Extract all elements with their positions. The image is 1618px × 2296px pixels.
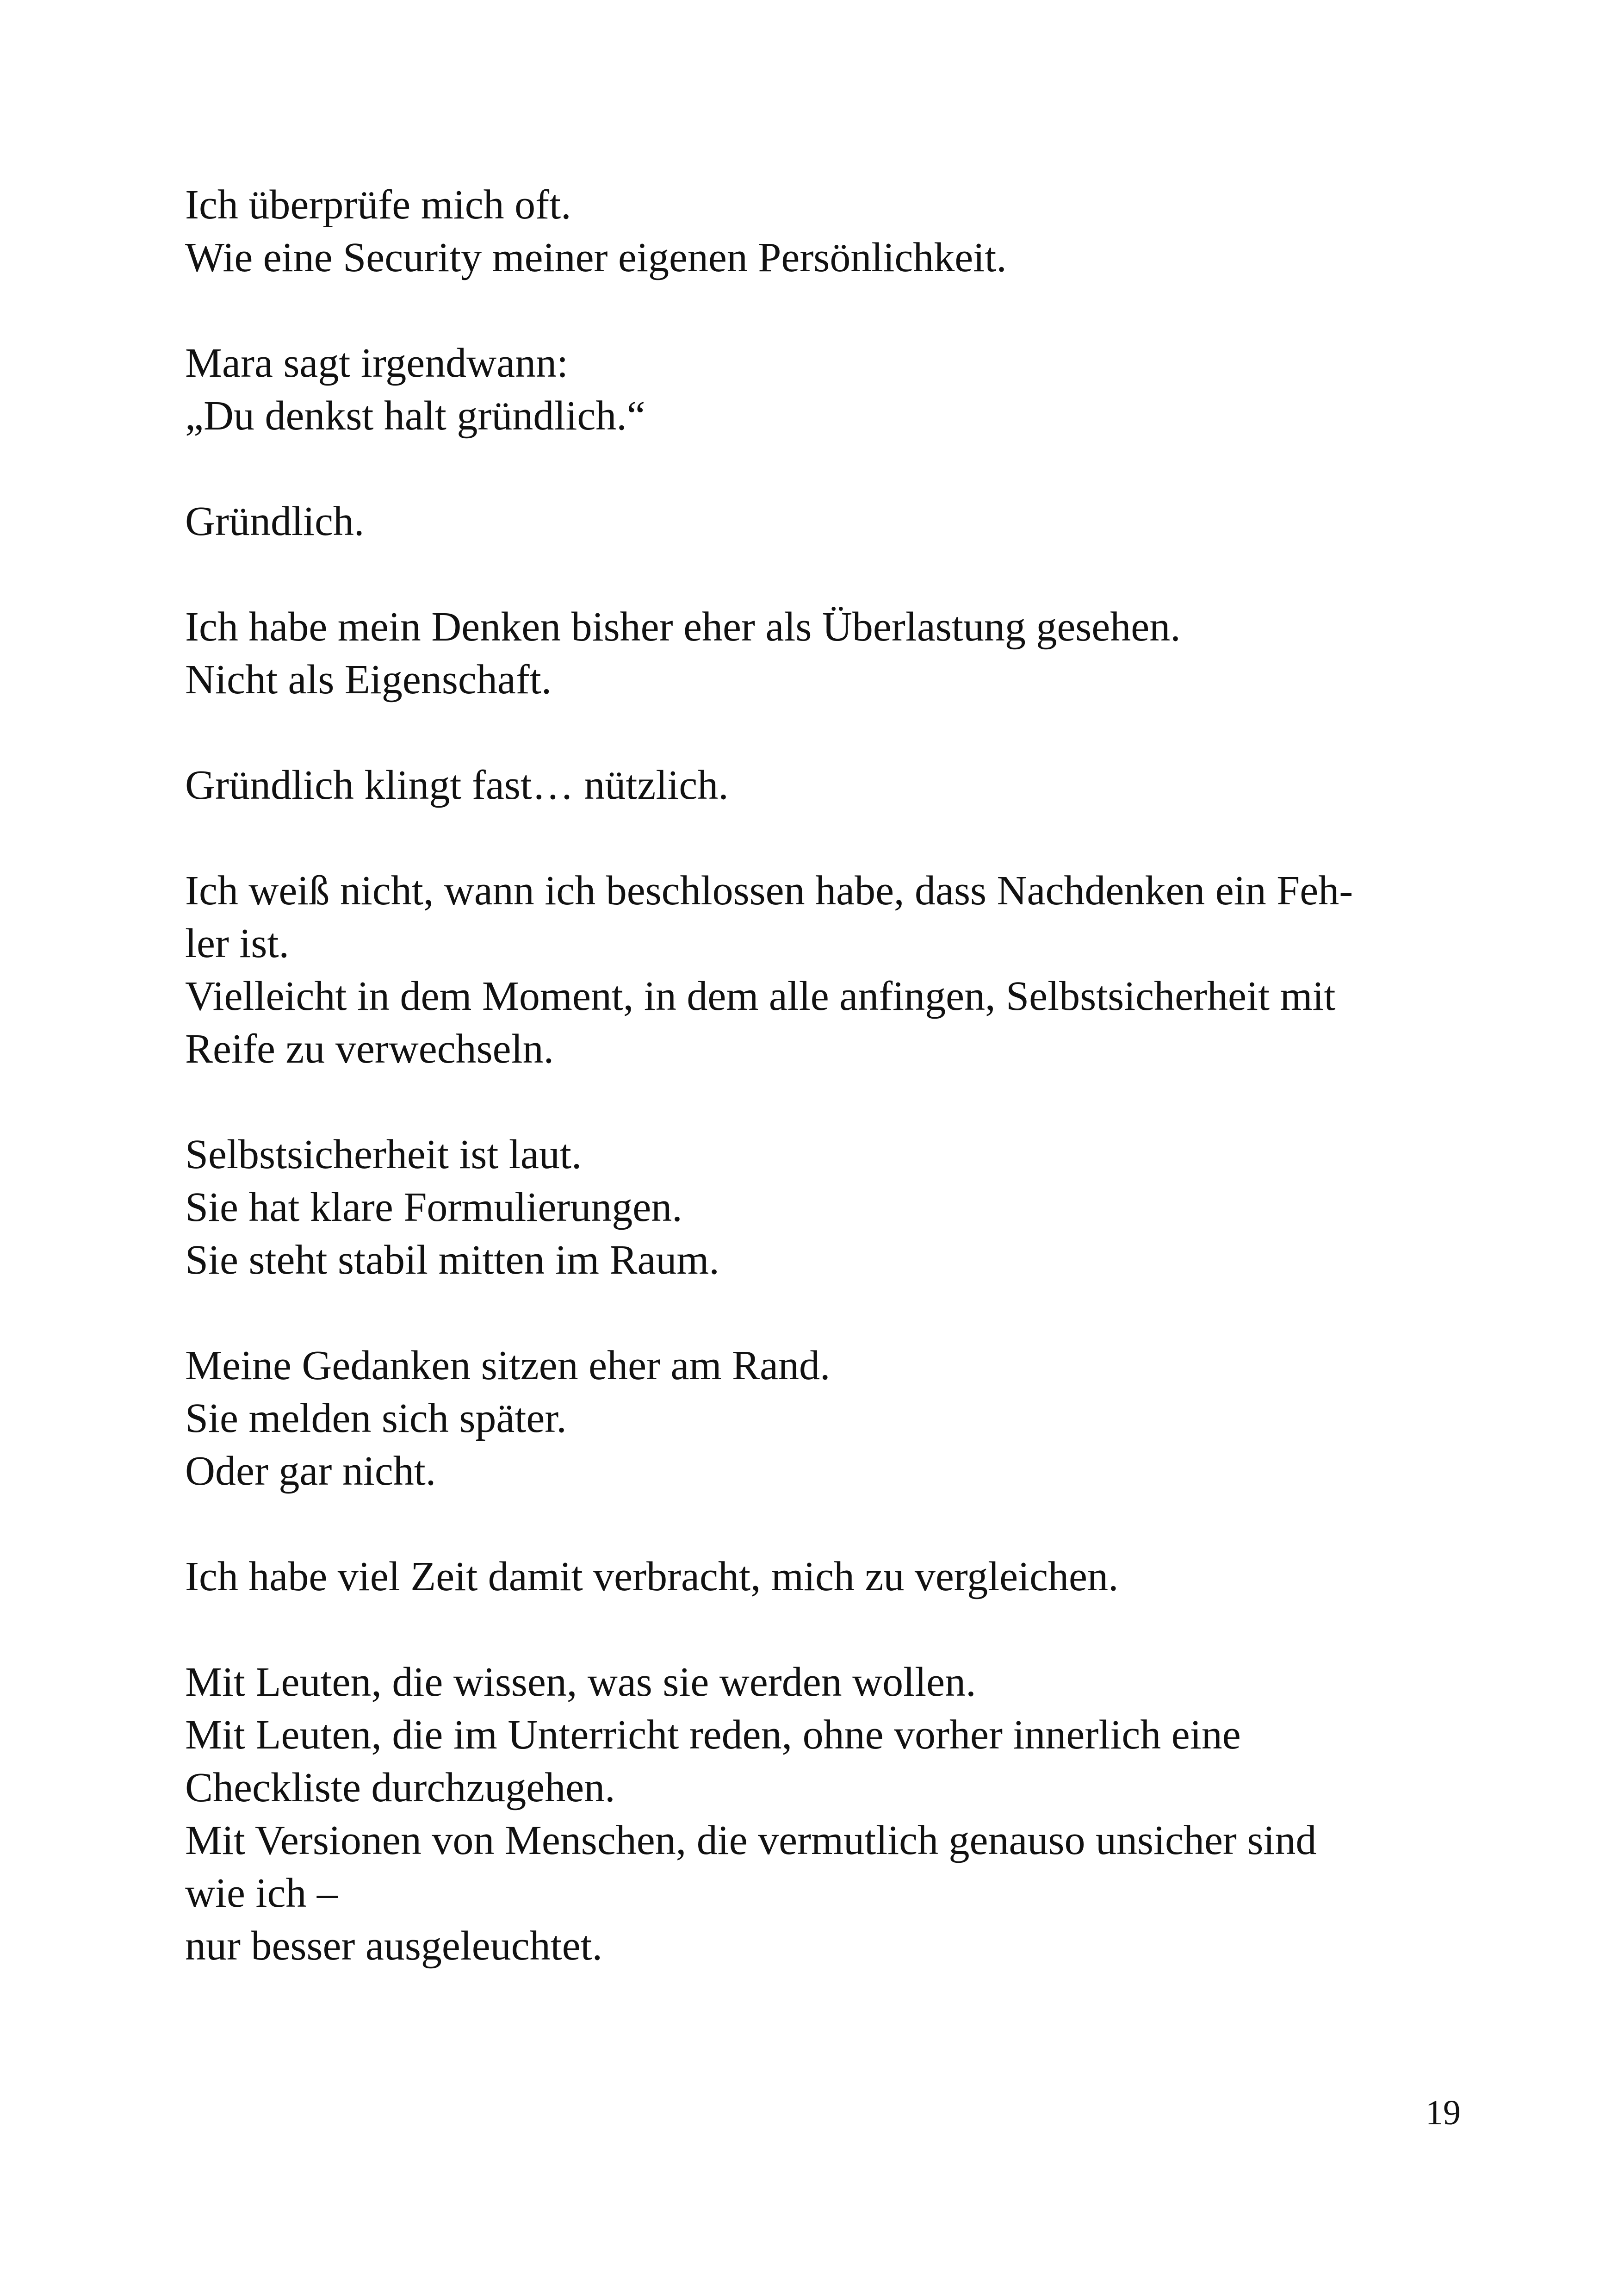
- text-line: Mit Leuten, die wissen, was sie werden wollen.: [185, 1659, 976, 1705]
- text-line: Ich habe viel Zeit damit verbracht, mich zu vergleichen.: [185, 1554, 1119, 1599]
- text-line: Mara sagt irgendwann:: [185, 340, 569, 386]
- text-line: Mit Leuten, die im Unterricht reden, ohne vorher innerlich eine: [185, 1712, 1241, 1758]
- paragraph: [185, 759, 1462, 812]
- text-line: Gründlich.: [185, 498, 365, 544]
- text-line: „Du denkst halt gründlich.“: [185, 393, 645, 439]
- text-line: Gründlich klingt fast… nützlich.: [185, 762, 729, 808]
- paragraph: [185, 337, 1462, 442]
- paragraph: [185, 1128, 1462, 1287]
- text-line: Wie eine Security meiner eigenen Persönlichkeit.: [185, 235, 1007, 280]
- text-line: Vielleicht in dem Moment, in dem alle anfingen, Selbstsicherheit mit: [185, 973, 1336, 1019]
- text-line: Checkliste durchzugehen.: [185, 1765, 615, 1811]
- paragraph: [185, 1656, 1462, 1972]
- text-line: Mit Versionen von Menschen, die vermutlich genauso unsicher sind: [185, 1817, 1317, 1863]
- text-line: Nicht als Eigenschaft.: [185, 657, 552, 703]
- text-line: Oder gar nicht.: [185, 1448, 436, 1494]
- text-line: Meine Gedanken sitzen eher am Rand.: [185, 1343, 831, 1388]
- paragraph: [185, 865, 1462, 1076]
- text-line: ler ist.: [185, 921, 289, 966]
- page-number: 19: [1426, 2093, 1461, 2132]
- body-text: [185, 179, 1462, 2025]
- text-line: Sie melden sich später.: [185, 1395, 567, 1441]
- text-line: nur besser ausgeleuchtet.: [185, 1923, 603, 1969]
- paragraph: [185, 1339, 1462, 1498]
- text-line: Selbstsicherheit ist laut.: [185, 1132, 582, 1177]
- paragraph: [185, 1550, 1462, 1603]
- text-line: wie ich –: [185, 1870, 338, 1916]
- paragraph: [185, 601, 1462, 706]
- paragraph: [185, 179, 1462, 284]
- text-line: Ich weiß nicht, wann ich beschlossen habe, dass Nachdenken ein Feh-: [185, 868, 1353, 914]
- text-line: Ich habe mein Denken bisher eher als Überlastung gesehen.: [185, 604, 1181, 650]
- text-line: Ich überprüfe mich oft.: [185, 182, 571, 228]
- text-line: Sie hat klare Formulierungen.: [185, 1184, 682, 1230]
- paragraph: [185, 495, 1462, 548]
- text-line: Reife zu verwechseln.: [185, 1026, 554, 1072]
- text-line: Sie steht stabil mitten im Raum.: [185, 1237, 719, 1283]
